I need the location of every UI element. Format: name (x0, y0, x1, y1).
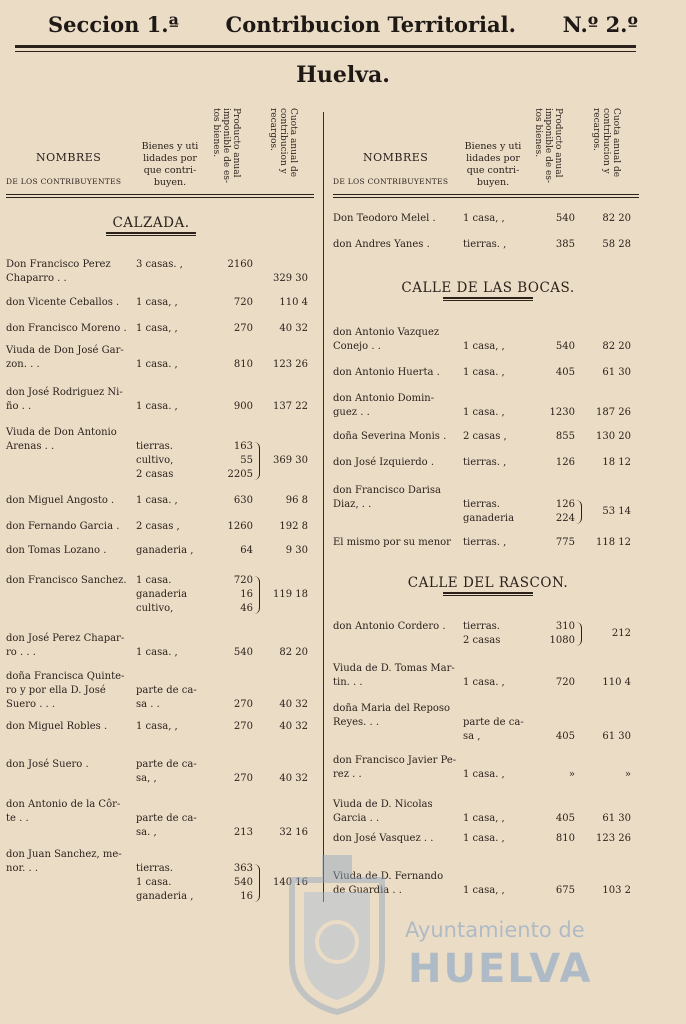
cuota-cell: 96 8 (285, 495, 308, 506)
contributor-name: El mismo por su menor (333, 537, 451, 548)
header-rule-thin (15, 51, 636, 52)
cuota-cell: 110 4 (279, 297, 308, 308)
producto-cell: 163 55 2205 (227, 441, 253, 480)
bienes-cell: tierras. 2 casas (463, 621, 501, 646)
contributor-name: don Fernando Garcia . (6, 521, 120, 532)
cuota-cell: 40 32 (279, 773, 308, 784)
contributor-name: don José Suero . (6, 759, 89, 770)
producto-cell: 855 (555, 431, 575, 442)
cuota-cell: 103 2 (602, 885, 631, 896)
header-number: N.º 2.º (562, 11, 638, 37)
city-title: Huelva. (296, 62, 390, 88)
producto-cell: 630 (233, 495, 253, 506)
bienes-cell: 1 casa. , (136, 647, 178, 658)
cuota-cell: 82 20 (602, 213, 631, 224)
producto-cell: 540 (555, 213, 575, 224)
page-header (48, 6, 638, 42)
bienes-cell: 1 casa. , (136, 401, 178, 412)
names-header-right: NOMBRES DE LOS CONTRIBUYENTES (333, 151, 449, 186)
producto-cell: 675 (555, 885, 575, 896)
bienes-cell: tierras. 1 casa. ganaderia , (136, 863, 194, 902)
cuota-cell: 130 20 (596, 431, 631, 442)
producto-cell: 363 540 16 (233, 863, 253, 902)
column-divider (323, 112, 324, 902)
producto-cell: 405 (555, 813, 575, 824)
producto-header: Producto anual imponible de es- tos bienes. (211, 108, 241, 184)
producto-cell: » (568, 769, 575, 780)
right-column (333, 108, 639, 896)
contributor-name: don Antonio de la Côr- te . . (6, 799, 121, 824)
cuota-header: Cuota anual de contribucion y recargos. (268, 108, 298, 178)
street-calzada: CALZADA. (66, 216, 236, 236)
producto-cell: 720 (233, 297, 253, 308)
cuota-cell: 329 30 (273, 273, 308, 284)
contributor-name: don Miguel Angosto . (6, 495, 115, 506)
bienes-header-right: Bienes y uti lidades por que contri- buyen. (464, 141, 522, 188)
bienes-cell: 1 casa, , (136, 297, 178, 308)
producto-cell: 270 (233, 773, 253, 784)
cuota-cell: 118 12 (596, 537, 631, 548)
producto-cell: 270 (233, 721, 253, 732)
bienes-cell: parte de ca- sa, , (136, 759, 197, 784)
bienes-cell: ganaderia , (136, 545, 194, 556)
contributor-name: don Vicente Ceballos . (6, 297, 120, 308)
contributor-name: don Francisco Sanchez. (6, 575, 127, 586)
producto-cell: 405 (555, 731, 575, 742)
contributor-name: Viuda de Don José Gar- zon. . . (6, 345, 124, 370)
cuota-header-right: Cuota anual de contribucion y recargos. (591, 108, 621, 178)
contributor-name: don Francisco Moreno . (6, 323, 127, 334)
names-header: NOMBRES DE LOS CONTRIBUYENTES (6, 151, 122, 186)
bienes-cell: 1 casa. , (136, 359, 178, 370)
cuota-cell: 61 30 (602, 731, 631, 742)
cuota-cell: 212 (611, 628, 631, 639)
bienes-cell: tierras. , (463, 457, 507, 468)
bienes-cell: 3 casas. , (136, 259, 183, 270)
street-bocas: CALLE DE LAS BOCAS. (373, 281, 603, 301)
bienes-cell: tierras. ganaderia (463, 499, 515, 524)
contributor-name: don José Izquierdo . (333, 457, 435, 468)
contributor-name: don Miguel Robles . (6, 721, 108, 732)
producto-cell: 720 (555, 677, 575, 688)
cuota-cell: 82 20 (279, 647, 308, 658)
table-header-left (6, 108, 314, 201)
producto-cell: 810 (555, 833, 575, 844)
watermark-line1: Ayuntamiento de (405, 918, 585, 942)
grouping-brace (254, 442, 260, 480)
producto-cell: 270 (233, 323, 253, 334)
cuota-cell: 58 28 (602, 239, 631, 250)
bienes-cell: parte de ca- sa , (463, 717, 524, 742)
bienes-cell: 1 casa. , (463, 677, 505, 688)
contributor-name: don Antonio Cordero . (333, 621, 446, 632)
cuota-cell: 40 32 (279, 699, 308, 710)
contributor-name: don José Perez Chapar- ro . . . (6, 633, 125, 658)
cuota-cell: 82 20 (602, 341, 631, 352)
cuota-cell: 110 4 (602, 677, 631, 688)
producto-cell: 126 224 (555, 499, 575, 524)
grouping-brace (576, 622, 582, 646)
contributor-name: don Tomas Lozano . (6, 545, 107, 556)
bienes-cell: 1 casa, , (463, 341, 505, 352)
producto-cell: 385 (555, 239, 575, 250)
contributor-name: don José Vasquez . . (333, 833, 434, 844)
cuota-cell: 137 22 (273, 401, 308, 412)
producto-cell: 126 (555, 457, 575, 468)
header-title: Contribucion Territorial. (225, 11, 516, 37)
watermark-line2: HUELVA (408, 946, 593, 992)
contributor-name: Viuda de D. Nicolas Garcia . . (333, 799, 433, 824)
bienes-cell: 1 casa. , (463, 769, 505, 780)
contributor-name: doña Francisca Quinte- ro y por ella D. José Suero . . . (6, 671, 125, 710)
bienes-cell: 2 casas , (463, 431, 507, 442)
producto-cell: 270 (233, 699, 253, 710)
bienes-cell: tierras. cultivo, 2 casas (136, 441, 174, 480)
grouping-brace (254, 576, 260, 614)
cuota-cell: 140 16 (273, 877, 308, 888)
producto-cell: 775 (555, 537, 575, 548)
producto-cell: 64 (240, 545, 253, 556)
contributor-name: don Francisco Darisa Diaz, . . (333, 485, 441, 510)
section-label: Seccion 1.ª (48, 11, 179, 37)
cuota-cell: 40 32 (279, 323, 308, 334)
bienes-cell: 1 casa. ganaderia cultivo, (136, 575, 188, 614)
contributor-name: don Juan Sanchez, me- nor. . . (6, 849, 122, 874)
contributor-name: don Antonio Domin- guez . . (333, 393, 435, 418)
contributor-name: don Antonio Huerta . (333, 367, 440, 378)
bienes-cell: 1 casa. , (136, 495, 178, 506)
bienes-cell: 1 casa, , (463, 885, 505, 896)
contributor-name: don Francisco Javier Pe- rez . . (333, 755, 457, 780)
cuota-cell: 187 26 (596, 407, 631, 418)
cuota-cell: 192 8 (279, 521, 308, 532)
contributor-name: Don Teodoro Melel . (333, 213, 436, 224)
cuota-cell: 9 30 (285, 545, 308, 556)
cuota-cell: 40 32 (279, 721, 308, 732)
contributor-name: Don Francisco Perez Chaparro . . (6, 259, 111, 284)
producto-cell: 900 (233, 401, 253, 412)
producto-cell: 213 (233, 827, 253, 838)
cuota-cell: 53 14 (602, 506, 631, 517)
contributor-name: don José Rodriguez Ni- ño . . (6, 387, 123, 412)
bienes-cell: 1 casa. , (463, 833, 505, 844)
bienes-cell: 1 casa, , (463, 813, 505, 824)
cuota-cell: 123 26 (596, 833, 631, 844)
producto-cell: 540 (555, 341, 575, 352)
left-column (6, 108, 314, 902)
producto-cell: 405 (555, 367, 575, 378)
bienes-cell: 1 casa, , (136, 323, 178, 334)
producto-header-right: Producto anual imponible de es- tos bienes. (533, 108, 563, 184)
bienes-cell: 1 casa, , (136, 721, 178, 732)
bienes-cell: 1 casa. , (463, 407, 505, 418)
contributor-name: doña Severina Monis . (333, 431, 447, 442)
contributor-name: doña Maria del Reposo Reyes. . . (333, 703, 451, 728)
bienes-cell: tierras. , (463, 239, 507, 250)
bienes-header: Bienes y uti lidades por que contri- buyen. (141, 141, 199, 188)
header-rule-thick (15, 45, 636, 48)
bienes-cell: 1 casa, , (463, 213, 505, 224)
cuota-cell: » (624, 769, 631, 780)
cuota-cell: 123 26 (273, 359, 308, 370)
street-rascon: CALLE DEL RASCON. (373, 576, 603, 596)
bienes-cell: parte de ca- sa. , (136, 813, 197, 838)
cuota-cell: 18 12 (602, 457, 631, 468)
cuota-cell: 61 30 (602, 813, 631, 824)
contributor-name: Viuda de Don Antonio Arenas . . (6, 427, 117, 452)
table-header-right (333, 108, 639, 201)
contributor-name: Viuda de D. Fernando de Guardia . . (333, 871, 444, 896)
cuota-cell: 369 30 (273, 455, 308, 466)
producto-cell: 1260 (227, 521, 253, 532)
grouping-brace (254, 864, 260, 902)
grouping-brace (576, 500, 582, 524)
bienes-cell: 1 casa. , (463, 367, 505, 378)
producto-cell: 540 (233, 647, 253, 658)
cuota-cell: 119 18 (273, 589, 308, 600)
producto-cell: 720 16 46 (233, 575, 253, 614)
bienes-cell: tierras. , (463, 537, 507, 548)
contributor-name: Viuda de D. Tomas Mar- tin. . . (333, 663, 455, 688)
coat-of-arms-watermark (282, 850, 392, 1015)
producto-cell: 1230 (549, 407, 575, 418)
bienes-cell: 2 casas , (136, 521, 180, 532)
producto-cell: 310 1080 (549, 621, 575, 646)
contributor-name: don Antonio Vazquez Conejo . . (333, 327, 440, 352)
cuota-cell: 61 30 (602, 367, 631, 378)
producto-cell: 2160 (227, 259, 253, 270)
contributor-name: don Andres Yanes . (333, 239, 430, 250)
cuota-cell: 32 16 (279, 827, 308, 838)
bienes-cell: parte de ca- sa . . (136, 685, 197, 710)
producto-cell: 810 (233, 359, 253, 370)
